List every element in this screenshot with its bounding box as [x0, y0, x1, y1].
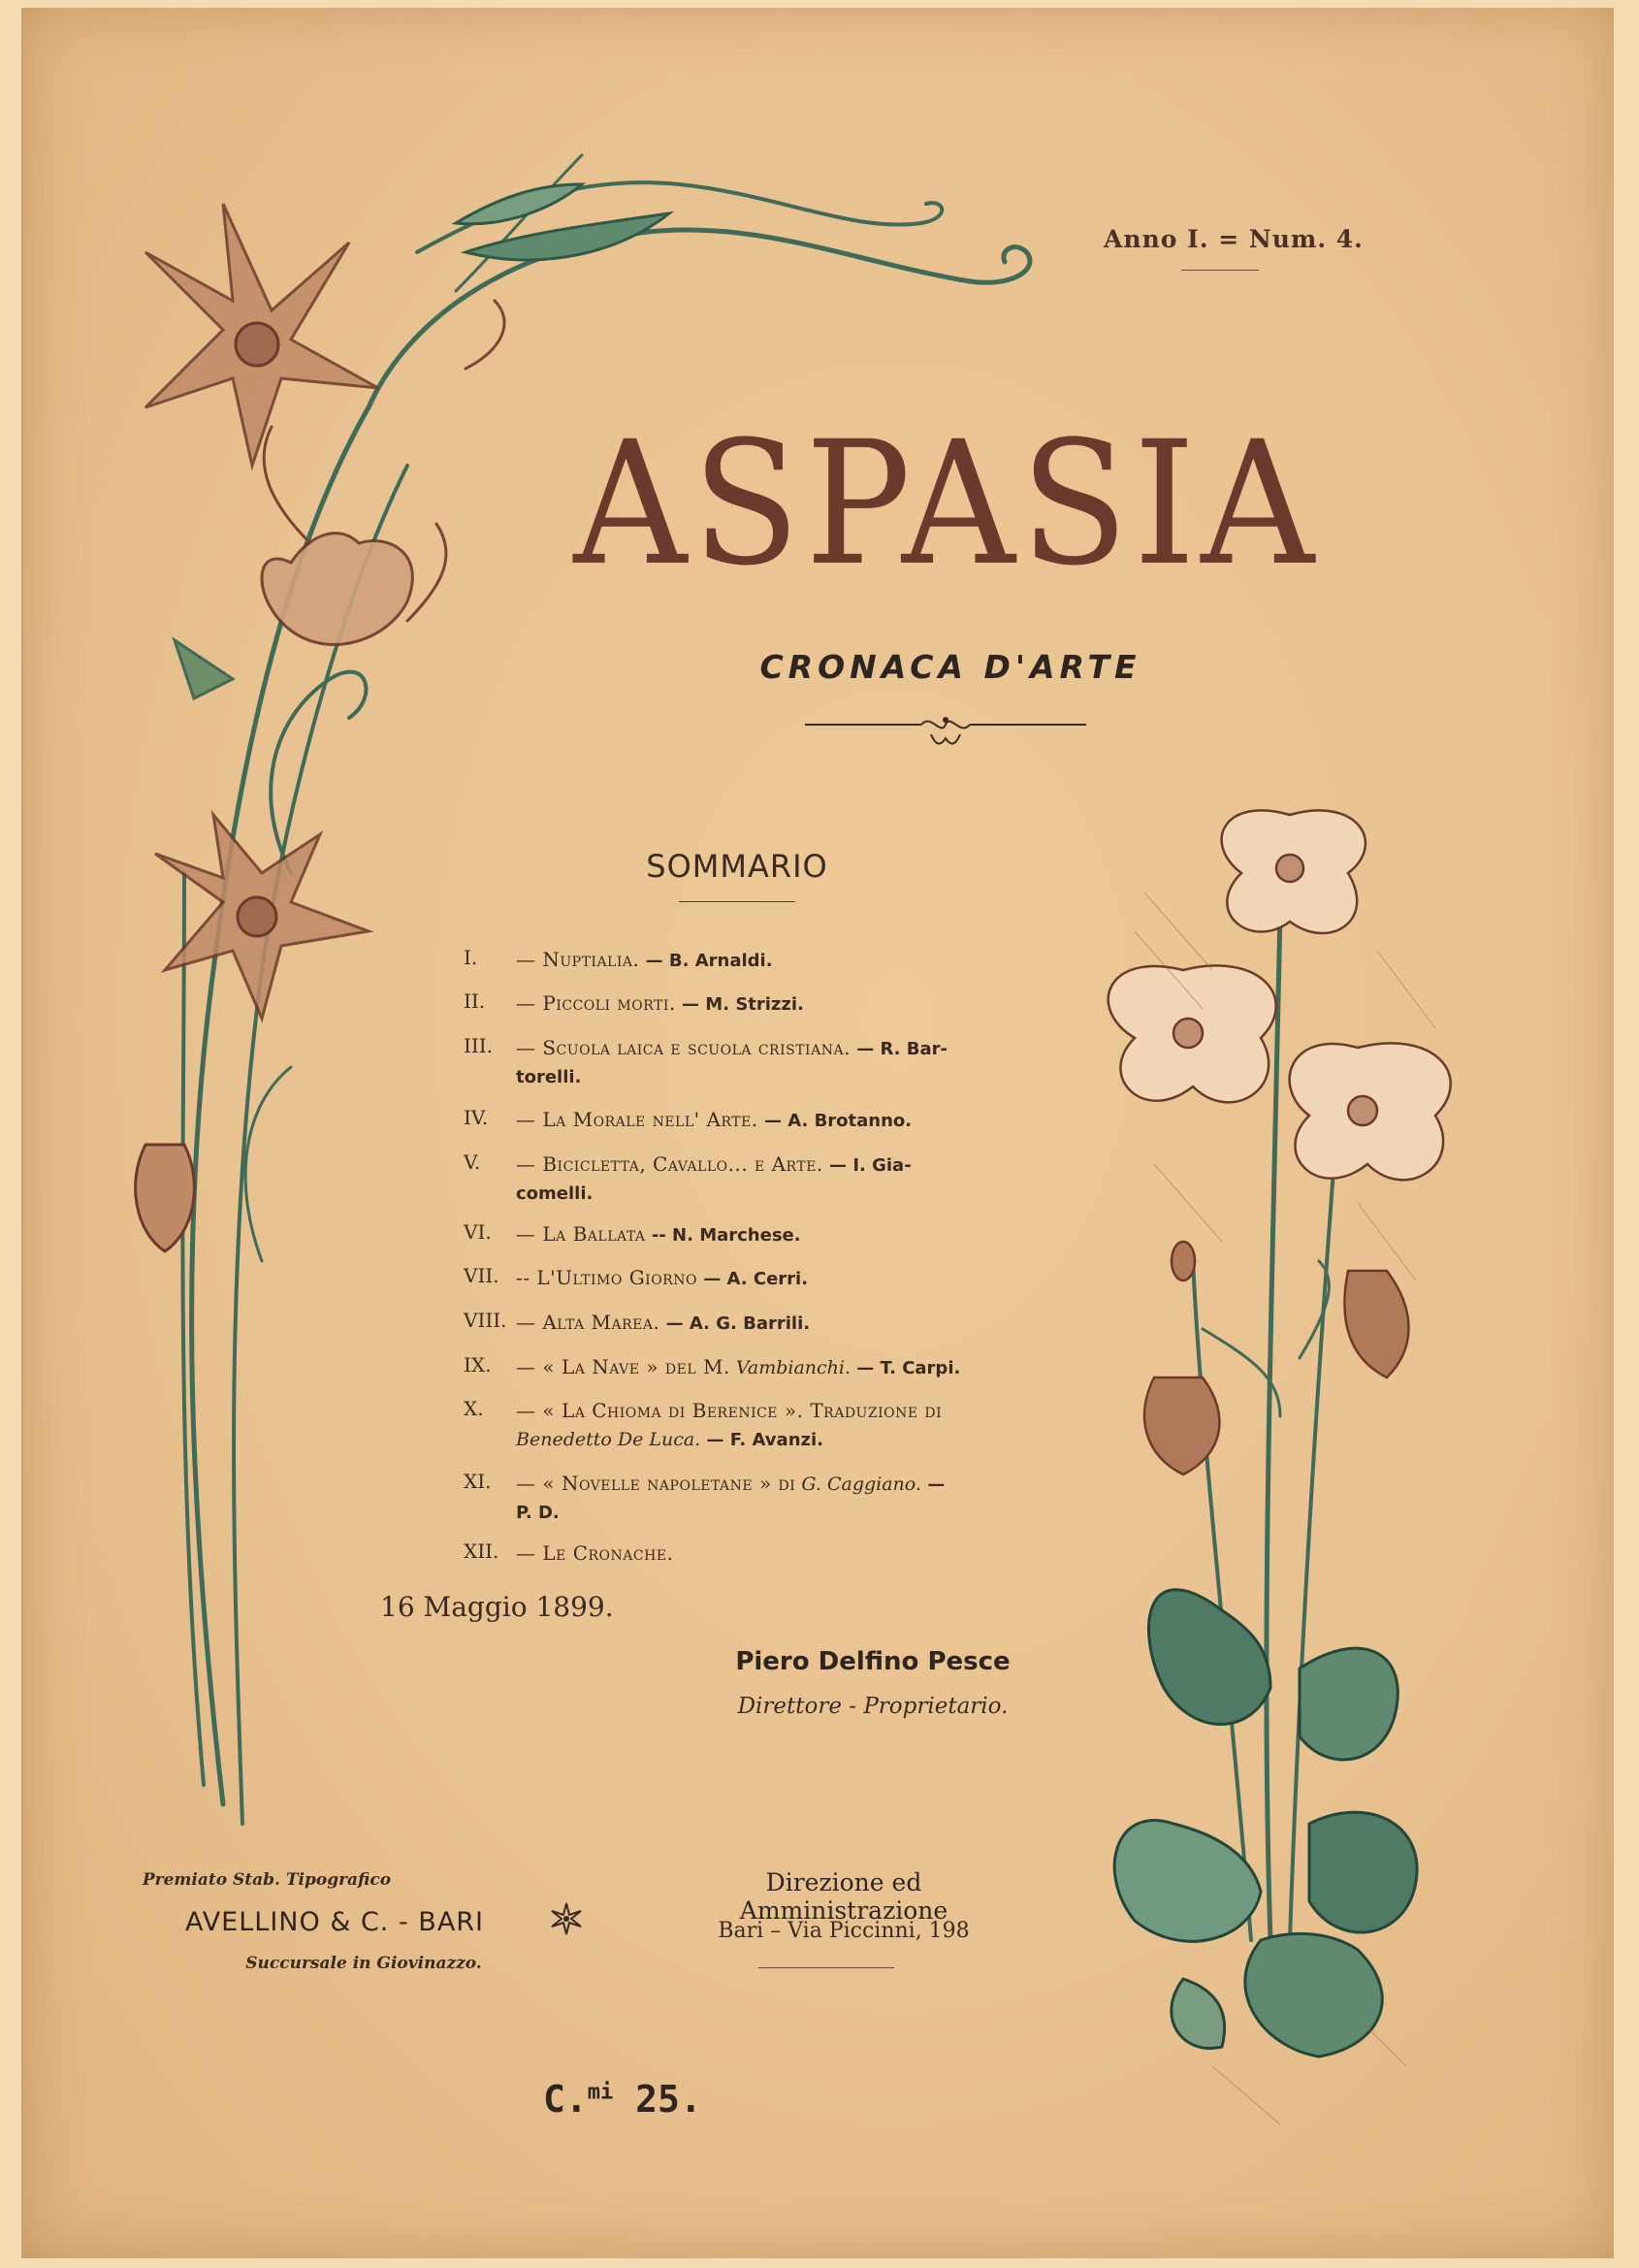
sommario-heading: SOMMARIO	[646, 848, 828, 885]
toc-author: — I. Gia-	[822, 1155, 912, 1176]
toc-item-number: VII.	[464, 1264, 499, 1287]
printer-branch: Succursale in Giovinazzo.	[245, 1954, 482, 1973]
toc-author: — A. Cerri.	[696, 1269, 809, 1289]
toc-item-number: I.	[464, 946, 478, 969]
issue-underline	[1181, 270, 1259, 271]
issue-date: 16 Maggio 1899.	[380, 1591, 614, 1623]
toc-author: comelli.	[516, 1183, 594, 1204]
toc-item-line	[516, 1150, 1020, 1180]
toc-item-text	[516, 1106, 1020, 1135]
toc-item-line	[516, 1470, 1020, 1499]
toc-item-text	[516, 946, 1020, 975]
toc-item-text	[516, 1309, 1020, 1338]
toc-item-number: IV.	[464, 1106, 489, 1129]
toc-title: — Piccoli morti.	[516, 991, 676, 1015]
toc-item-number: VI.	[464, 1220, 492, 1244]
toc-item-number: V.	[464, 1150, 481, 1174]
ornament-separator-icon	[786, 703, 1106, 761]
toc-item-number: II.	[464, 989, 486, 1013]
toc-title: — « La Chioma di Berenice ». Traduzione di	[516, 1399, 943, 1422]
price-prefix: C.	[543, 2078, 588, 2121]
address-underline	[758, 1967, 894, 1968]
toc-item-line	[516, 989, 1020, 1019]
toc-author: — A. G. Barrili.	[659, 1313, 811, 1334]
toc-italic: G. Caggiano.	[795, 1474, 921, 1495]
toc-item-line	[516, 1539, 1020, 1569]
toc-item-line	[516, 1220, 1020, 1249]
toc-author: — T. Carpi.	[851, 1358, 961, 1378]
toc-author: — M. Strizzi.	[675, 994, 804, 1015]
toc-item-line	[516, 1353, 1020, 1382]
toc-item-line	[516, 1180, 1020, 1208]
toc-title: — Alta Marea.	[516, 1311, 660, 1334]
toc-author: — B. Arnaldi.	[639, 951, 773, 971]
toc-title: — Scuola laica e scuola cristiana.	[516, 1036, 851, 1059]
toc-author: — R. Bar-	[850, 1039, 948, 1059]
toc-title: — Bicicletta, Cavallo... e Arte.	[516, 1152, 823, 1176]
magazine-title: ASPASIA	[573, 405, 1320, 603]
lily-flowers-left	[136, 204, 413, 1251]
toc-item-text	[516, 1397, 1020, 1454]
toc-item-line	[516, 1309, 1020, 1338]
toc-item-line	[516, 946, 1020, 975]
toc-title: — « La Nave » del M.	[516, 1355, 730, 1378]
toc-title: — La Ballata	[516, 1222, 646, 1246]
toc-item-line	[516, 1499, 1020, 1527]
toc-item-line	[516, 1264, 1020, 1293]
toc-item-text	[516, 1264, 1020, 1293]
toc-item-text	[516, 1220, 1020, 1249]
toc-item-line	[516, 1063, 1020, 1091]
toc-item-line	[516, 1106, 1020, 1135]
star-ornament-icon	[549, 1901, 584, 1936]
price-sup: mi	[587, 2080, 614, 2105]
printer-tagline: Premiato Stab. Tipografico	[142, 1870, 392, 1890]
toc-item-text	[516, 1150, 1020, 1208]
toc-item-number: XII.	[464, 1539, 499, 1563]
printer-name: AVELLINO & C. - BARI	[184, 1907, 485, 1937]
toc-item-line	[516, 1034, 1020, 1063]
issue-number: Anno I. = Num. 4.	[1104, 225, 1364, 253]
toc-item-text	[516, 1539, 1020, 1569]
toc-title: — Le Cronache.	[516, 1541, 674, 1565]
toc-author: —	[920, 1474, 946, 1495]
toc-author: — A. Brotanno.	[757, 1111, 913, 1131]
lily-leaf-top	[456, 184, 669, 260]
toc-title: -- L'Ultimo Giorno	[516, 1266, 697, 1289]
toc-item-number: IX.	[464, 1353, 492, 1377]
toc-title: — « Novelle napoletane » di	[516, 1472, 796, 1495]
editor-role: Direttore - Proprietario.	[737, 1694, 1009, 1719]
toc-author: torelli.	[516, 1067, 582, 1087]
toc-item-text	[516, 1353, 1020, 1382]
toc-author: P. D.	[516, 1503, 560, 1523]
price	[543, 2078, 776, 2121]
toc-item-text	[516, 1470, 1020, 1527]
toc-author: -- N. Marchese.	[645, 1225, 801, 1246]
toc-item-number: VIII.	[464, 1309, 507, 1332]
toc-item-line	[516, 1397, 1020, 1426]
toc-item-line	[516, 1426, 1020, 1454]
direction-title: Direzione ed Amministrazione	[739, 1868, 948, 1925]
toc-italic: Benedetto De Luca.	[516, 1429, 701, 1450]
toc-item-number: X.	[464, 1397, 484, 1420]
toc-italic: Vambianchi.	[729, 1357, 852, 1378]
toc-item-number: III.	[464, 1034, 494, 1057]
sommario-underline	[679, 901, 795, 902]
toc-item-number: XI.	[464, 1470, 492, 1493]
toc-title: — La Morale nell' Arte.	[516, 1108, 758, 1131]
toc-title: — Nuptialia.	[516, 948, 640, 971]
editor-name: Piero Delfino Pesce	[735, 1647, 1011, 1676]
toc-item-text	[516, 989, 1020, 1019]
magazine-subtitle: CRONACA D'ARTE	[759, 648, 1141, 686]
direction-address: Bari – Via Piccinni, 198	[718, 1919, 970, 1943]
toc-item-text	[516, 1034, 1020, 1091]
price-value: 25.	[613, 2078, 702, 2121]
toc-author: — F. Avanzi.	[700, 1430, 823, 1450]
